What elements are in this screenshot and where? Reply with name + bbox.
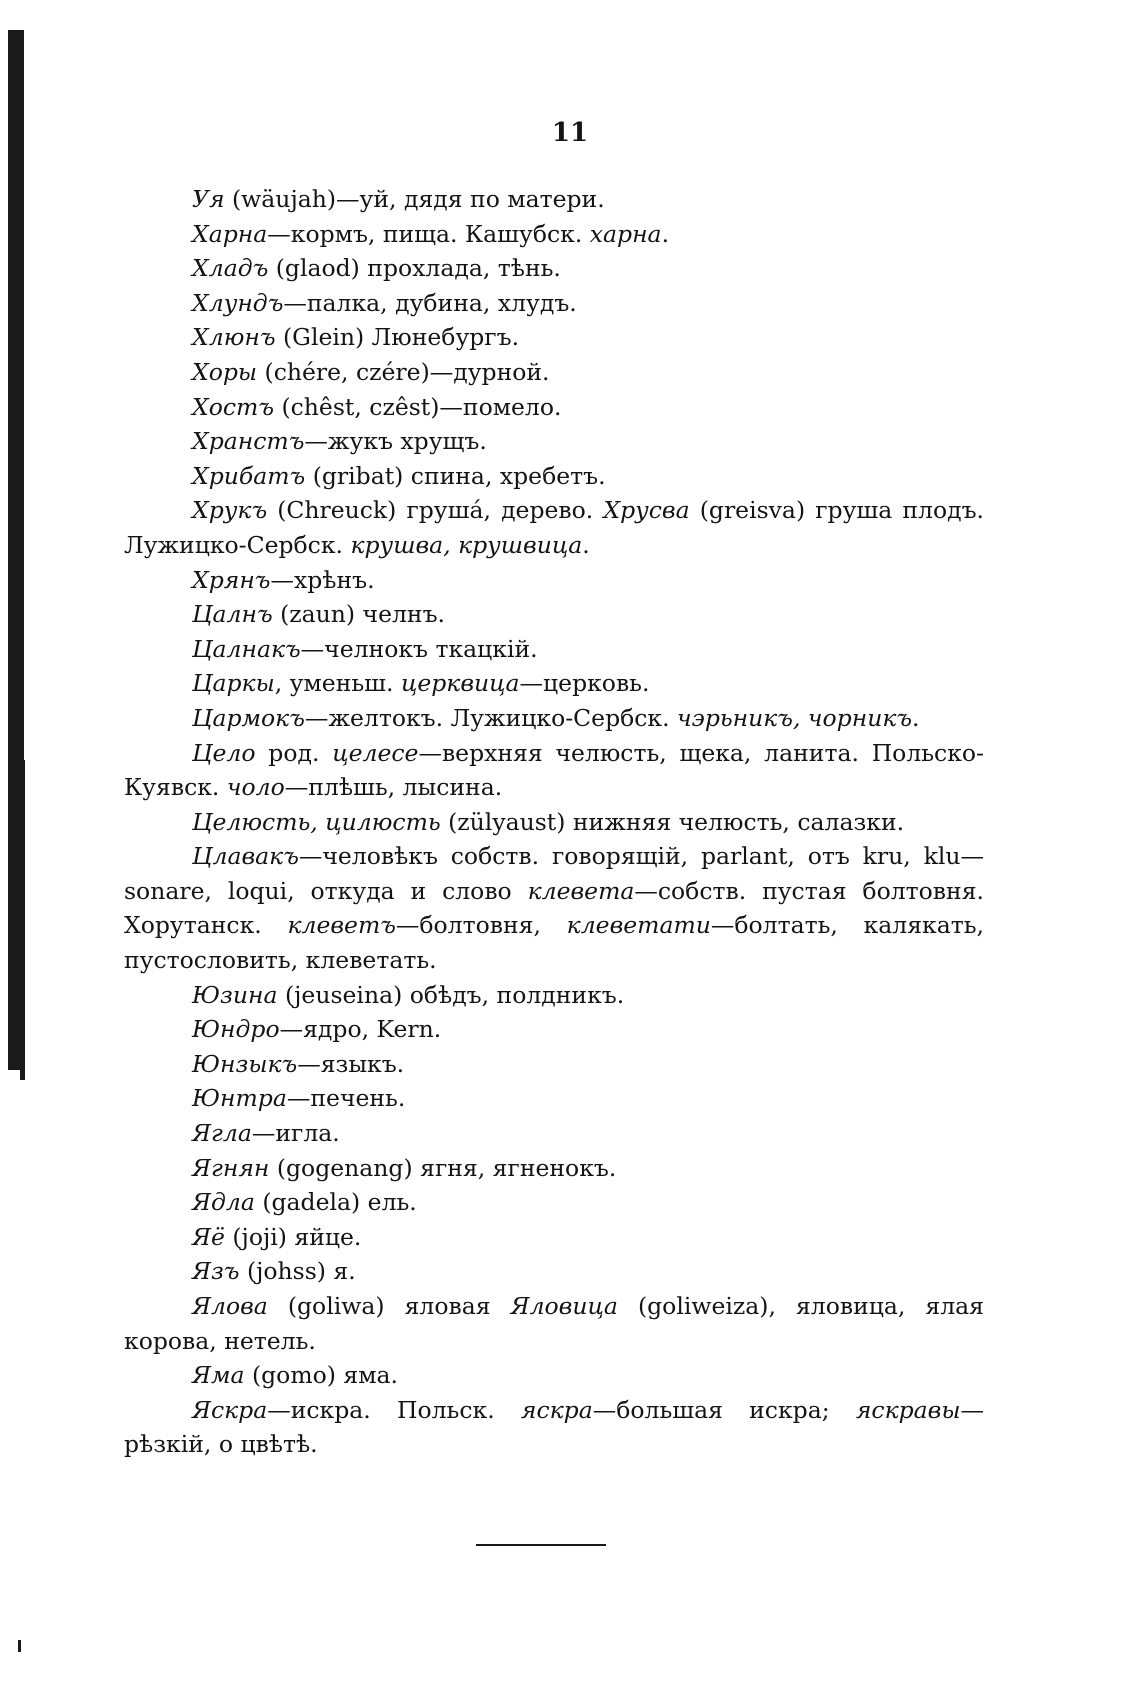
headword: Целюсть, цилюсть: [192, 807, 441, 836]
entry-yadla: [124, 1185, 984, 1220]
definition: (joji) яйце.: [224, 1222, 362, 1251]
definition: (zülyaust) нижняя челюсть, салазки.: [440, 807, 905, 836]
entry-khruk: [124, 493, 984, 562]
entry-khory: [124, 355, 984, 390]
definition: (chére, czére)—дурной.: [257, 357, 550, 386]
headword: Ядла: [192, 1188, 255, 1217]
definition: —ядро, Kern.: [279, 1015, 442, 1044]
entry-tselo: [124, 736, 984, 805]
definition: —палка, дубина, хлудъ.: [283, 288, 577, 317]
entry-tsalnak: [124, 632, 984, 667]
page-number: 11: [551, 118, 589, 148]
definition: (glaod) прохлада, тѣнь.: [268, 254, 561, 283]
definition: —желтокъ. Лужицко-Сербск.: [304, 703, 678, 732]
dictionary-entries: [124, 182, 984, 1462]
headword: Юзина: [192, 980, 278, 1009]
definition: —человѣкъ собств. говорящiй, parlant, отъ kru, klu—sonare, loqui, откуда и слово: [124, 842, 984, 905]
definition: (gadela) ель.: [254, 1188, 417, 1217]
headword: Хладъ: [192, 254, 269, 283]
definition: —искра. Польск.: [267, 1395, 521, 1424]
headword: Хлюнъ: [192, 323, 276, 352]
definition: (Glein) Люнебургъ.: [275, 323, 520, 352]
definition: (wäujah)—уй, дядя по матери.: [224, 185, 605, 213]
variant-form-2: крушва, крушвица: [350, 530, 583, 559]
headword: Уя: [192, 185, 225, 213]
headword: Хостъ: [192, 392, 274, 421]
headword: Юнтра: [192, 1084, 287, 1113]
definition-continued: —церковь.: [519, 669, 650, 698]
scan-mark: [18, 1640, 21, 1652]
definition-continued: .: [912, 703, 920, 732]
definition: —игла.: [251, 1119, 340, 1148]
scan-edge-shadow-lower: [20, 760, 25, 1080]
entry-khlund: [124, 286, 984, 321]
variant-form: Яловица: [510, 1292, 618, 1320]
definition-continued: —собств. пустая болтовня. Хорутанск.: [124, 876, 984, 940]
definition: —хрѣнъ.: [270, 565, 375, 594]
entry-khryan: [124, 563, 984, 598]
variant-form-2: клеветъ: [287, 911, 396, 940]
definition-continued-2: —болтовня,: [395, 911, 567, 940]
headword: Харна: [192, 219, 268, 248]
headword: Хранстъ: [192, 427, 305, 456]
variant-form-3: клеветати: [566, 911, 711, 940]
definition-continued: (goliweiza), яловица, ялая корова, нетель.: [124, 1292, 984, 1355]
variant-form: целесе: [332, 738, 419, 767]
headword: Цармокъ: [192, 703, 305, 732]
variant-form: церквица: [400, 669, 520, 698]
variant-form-2: яскравы: [855, 1395, 961, 1424]
entry-khranst: [124, 424, 984, 459]
entry-uya: [124, 182, 984, 217]
headword: Хрянъ: [192, 565, 271, 594]
entry-yuzina: [124, 978, 984, 1013]
definition-continued: —верхняя челюсть, щека, ланита. Польско-Куявск.: [124, 738, 984, 802]
entry-yaz: [124, 1254, 984, 1289]
entry-yalova: [124, 1289, 984, 1358]
definition: (Chreuck) грушá, дерево.: [267, 496, 604, 525]
definition: —печень.: [286, 1084, 406, 1113]
definition: (jeuseina) обѣдъ, полдникъ.: [277, 980, 625, 1009]
definition-continued-3: —болтать, калякать, пустословить, клеветать.: [124, 911, 984, 975]
headword: Язъ: [192, 1257, 240, 1286]
definition: —кормъ, пища. Кашубск.: [267, 219, 590, 248]
entry-yuntra: [124, 1081, 984, 1116]
headword: Ялова: [192, 1292, 268, 1320]
headword: Хлундъ: [192, 288, 284, 317]
headword: Яё: [192, 1222, 225, 1251]
headword: Царкы: [192, 669, 275, 698]
definition-continued: .: [661, 219, 670, 248]
headword: Хоры: [192, 357, 258, 386]
definition: (zaun) челнъ.: [272, 600, 446, 629]
headword: Яма: [192, 1361, 245, 1390]
headword: Хрибатъ: [192, 461, 306, 490]
entry-khlyun: [124, 320, 984, 355]
entry-tselyust: [124, 805, 984, 840]
definition: (johss) я.: [239, 1257, 356, 1286]
definition-continued-2: .: [582, 530, 590, 559]
variant-form: Хрусва: [603, 496, 690, 525]
variant-form: чэрьникъ, чорникъ: [677, 703, 913, 732]
definition: (gribat) спина, хребетъ.: [305, 461, 606, 490]
definition: (gomo) яма.: [244, 1361, 398, 1390]
headword: Цлавакъ: [192, 842, 299, 871]
headword: Хрукъ: [192, 496, 268, 525]
entry-yaskra: [124, 1393, 984, 1462]
headword: Яскра: [192, 1395, 268, 1424]
entry-tsarky: [124, 666, 984, 701]
headword: Цалнъ: [192, 600, 273, 629]
entry-yayo: [124, 1220, 984, 1255]
entry-yunzyk: [124, 1047, 984, 1082]
definition-continued-2: —плѣшь, лысина.: [284, 773, 503, 802]
definition: —языкъ.: [297, 1049, 405, 1078]
definition: —челнокъ ткацкiй.: [300, 634, 538, 663]
headword: Ягнян: [192, 1153, 270, 1182]
entry-tslavak: [124, 839, 984, 977]
entry-tsarmok: [124, 701, 984, 736]
entry-khribat: [124, 459, 984, 494]
headword: Цело: [192, 738, 256, 767]
definition-continued: —большая искра;: [592, 1395, 856, 1424]
definition: —жукъ хрущъ.: [304, 427, 487, 456]
variant-form: харна: [589, 219, 662, 248]
definition: (gogenang) ягня, ягненокъ.: [269, 1153, 617, 1182]
headword: Юнзыкъ: [192, 1049, 298, 1078]
entry-kharna: [124, 217, 984, 252]
definition: (goliwa) яловая: [267, 1292, 511, 1320]
variant-form-2: чоло: [226, 773, 285, 802]
end-rule: [476, 1544, 606, 1546]
entry-khlad: [124, 251, 984, 286]
definition: , уменьш.: [274, 669, 401, 698]
definition-continued: (greisva) грушa плодъ. Лужицко-Сербск.: [124, 496, 984, 559]
variant-form: яскра: [520, 1395, 593, 1424]
headword: Юндро: [192, 1015, 280, 1044]
entry-tsaln: [124, 597, 984, 632]
entry-yagla: [124, 1116, 984, 1151]
entry-yagnyan: [124, 1151, 984, 1186]
variant-form: клевета: [527, 876, 635, 905]
definition-continued-2: —рѣзкiй, о цвѣтѣ.: [124, 1395, 984, 1459]
entry-yama: [124, 1358, 984, 1393]
entry-yundro: [124, 1012, 984, 1047]
headword: Ягла: [192, 1119, 252, 1148]
definition: род.: [255, 738, 333, 767]
headword: Цалнакъ: [192, 634, 301, 663]
definition: (chêst, czêst)—помело.: [274, 392, 562, 421]
entry-khost: [124, 390, 984, 425]
